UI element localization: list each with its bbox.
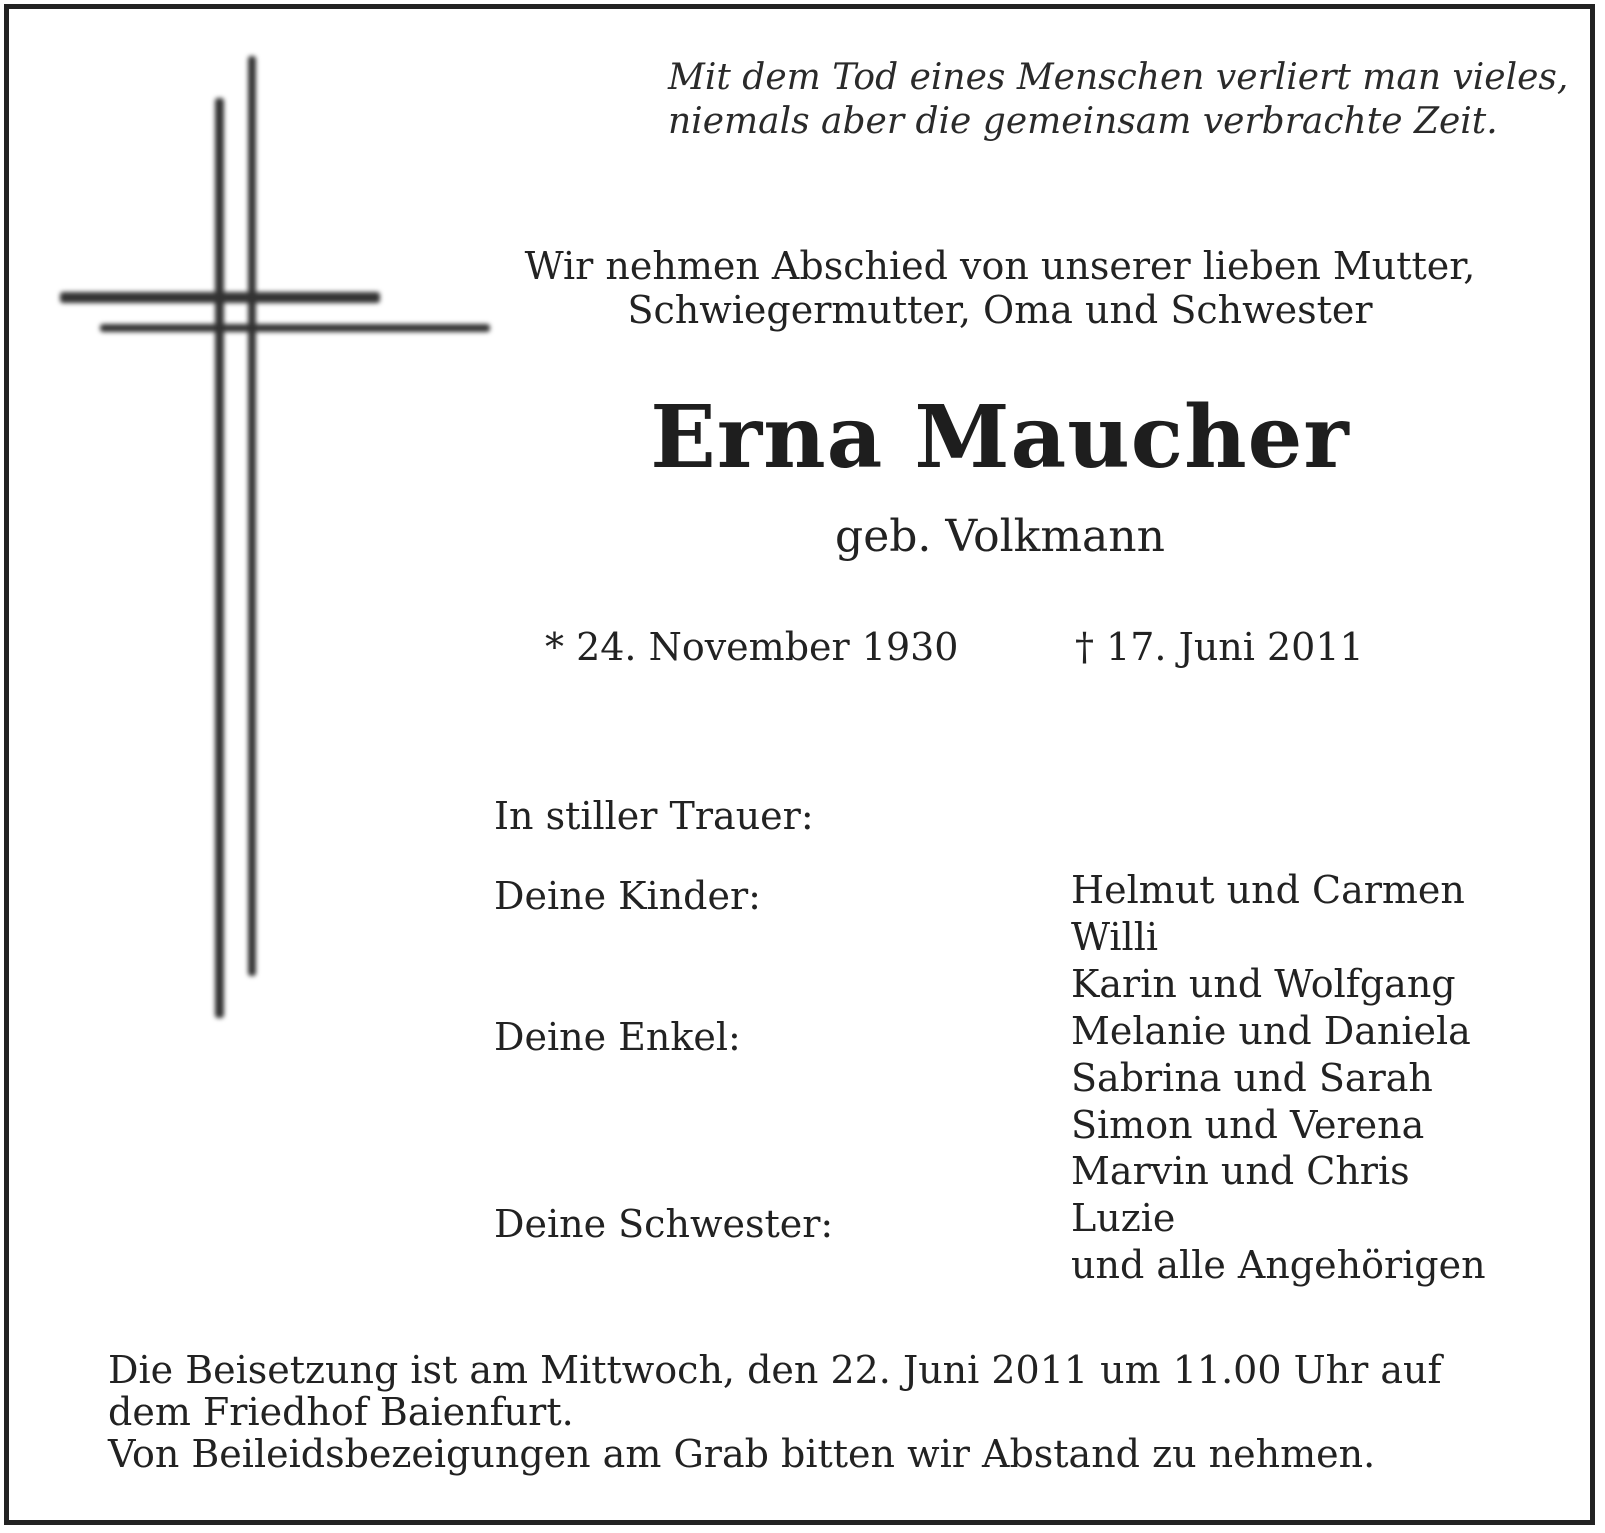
birth-date: * 24. November 1930 [545, 625, 959, 669]
list-item: Sabrina und Sarah [1071, 1055, 1433, 1100]
mourning-heading: In stiller Trauer: [494, 794, 814, 838]
list-item: Luzie [1071, 1196, 1176, 1241]
motto-line: Mit dem Tod eines Menschen verliert man vieles, [668, 57, 1569, 98]
motto-line: niemals aber die gemeinsam verbrachte Zeit. [668, 101, 1498, 142]
children-label: Deine Kinder: [494, 874, 761, 918]
cross-vertical-bar-back [248, 56, 256, 976]
list-item: Helmut und Carmen [1071, 868, 1465, 912]
death-date: † 17. Juni 2011 [1075, 625, 1364, 669]
funeral-line: dem Friedhof Baienfurt. [108, 1390, 574, 1434]
maiden-name: geb. Volkmann [835, 511, 1165, 562]
list-item: und alle Angehörigen [1071, 1243, 1486, 1288]
grandchildren-label: Deine Enkel: [494, 1015, 741, 1059]
list-item: Willi [1071, 914, 1159, 959]
funeral-line: Von Beileidsbezeigungen am Grab bitten wir Abstand zu nehmen. [108, 1432, 1376, 1476]
intro-line: Wir nehmen Abschied von unserer lieben Mutter, [524, 244, 1476, 288]
list-item: Marvin und Chris [1071, 1149, 1410, 1194]
list-item: Karin und Wolfgang [1071, 961, 1456, 1006]
list-item: Simon und Verena [1071, 1102, 1425, 1147]
cross-icon [55, 50, 435, 1030]
cross-horizontal-bar-back [100, 324, 490, 332]
sister-label: Deine Schwester: [494, 1202, 834, 1246]
mourner-names-list [1071, 867, 1486, 1289]
funeral-line: Die Beisetzung ist am Mittwoch, den 22. Juni 2011 um 11.00 Uhr auf [108, 1348, 1442, 1392]
motto-quote [668, 56, 1568, 144]
cross-vertical-bar-front [215, 98, 224, 1018]
farewell-intro [455, 244, 1545, 332]
funeral-details [108, 1349, 1442, 1475]
intro-line: Schwiegermutter, Oma und Schwester [627, 288, 1373, 332]
cross-horizontal-bar-front [60, 292, 380, 303]
list-item: Melanie und Daniela [1071, 1008, 1471, 1053]
deceased-name: Erna Maucher [650, 387, 1350, 488]
